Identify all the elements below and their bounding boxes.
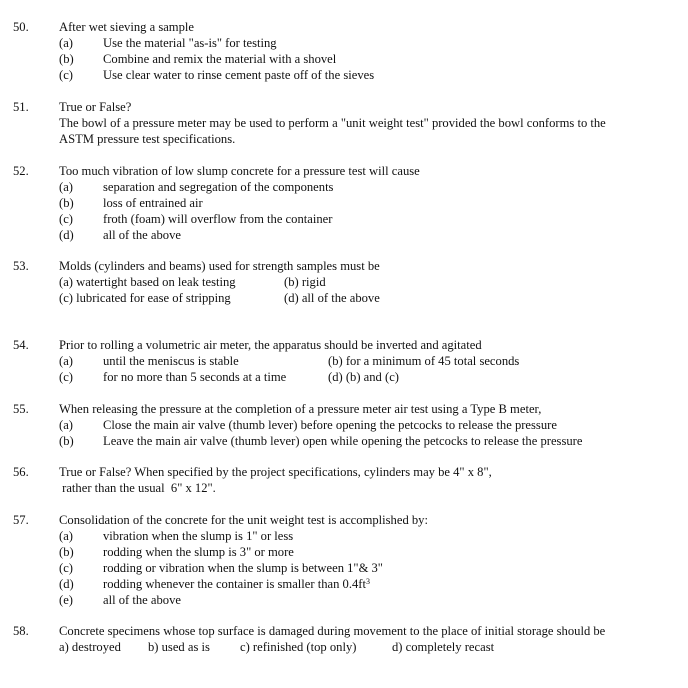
option-b: b) used as is <box>148 640 210 654</box>
option-label: (d) <box>59 228 74 242</box>
option-b: (b) rigid <box>284 275 326 289</box>
question-body-line: ASTM pressure test specifications. <box>59 132 236 146</box>
option-text: all of the above <box>103 593 181 607</box>
question-stem: Molds (cylinders and beams) used for strength samples must be <box>59 259 380 273</box>
question-number: 53. <box>13 259 29 273</box>
option-text: Leave the main air valve (thumb lever) open while opening the petcocks to release the pressure <box>103 434 583 448</box>
option-text: Combine and remix the material with a shovel <box>103 52 337 66</box>
option-label: (a) <box>59 36 73 50</box>
option-text: rodding whenever the container is smaller than 0.4ft <box>103 577 366 591</box>
option-label: (a) <box>59 180 73 194</box>
question-number: 54. <box>13 338 29 352</box>
option-d: d) completely recast <box>392 640 495 654</box>
question-stem: True or False? <box>59 100 132 114</box>
question-body-line: The bowl of a pressure meter may be used to perform a "unit weight test" provided the bowl conforms to the <box>59 116 606 130</box>
question-number: 52. <box>13 164 29 178</box>
superscript: 3 <box>366 577 370 586</box>
question-stem: When releasing the pressure at the completion of a pressure meter air test using a Type B meter, <box>59 402 542 416</box>
option-text: Use clear water to rinse cement paste off of the sieves <box>103 68 375 82</box>
question-stem: Concrete specimens whose top surface is damaged during movement to the place of initial storage should be <box>59 624 606 638</box>
option-text: for no more than 5 seconds at a time <box>103 370 287 384</box>
option-c: (c) lubricated for ease of stripping <box>59 291 231 305</box>
option-text: Close the main air valve (thumb lever) before opening the petcocks to release the pressure <box>103 418 557 432</box>
option-text: until the meniscus is stable <box>103 354 239 368</box>
question-stem: Prior to rolling a volumetric air meter, the apparatus should be inverted and agitated <box>59 338 482 352</box>
option-d: (d) all of the above <box>284 291 380 305</box>
option-label: (c) <box>59 212 73 226</box>
question-number: 58. <box>13 624 29 638</box>
question-number: 51. <box>13 100 29 114</box>
option-label: (b) <box>59 434 74 448</box>
option-label: (d) <box>59 577 74 591</box>
option-label: (b) <box>59 52 74 66</box>
option-label: (c) <box>59 68 73 82</box>
question-body-line: rather than the usual 6" x 12". <box>59 481 216 495</box>
option-text: loss of entrained air <box>103 196 203 210</box>
question-number: 50. <box>13 20 29 34</box>
option-label: (b) <box>59 196 74 210</box>
option-text: all of the above <box>103 228 181 242</box>
question-stem: Consolidation of the concrete for the unit weight test is accomplished by: <box>59 513 428 527</box>
option-text: Use the material "as-is" for testing <box>103 36 277 50</box>
option-text: rodding or vibration when the slump is between 1"& 3" <box>103 561 383 575</box>
option-a: a) destroyed <box>59 640 121 654</box>
option-label: (c) <box>59 561 73 575</box>
option-label: (a) <box>59 529 73 543</box>
question-number: 56. <box>13 465 29 479</box>
option-label: (b) <box>59 545 74 559</box>
option-text: froth (foam) will overflow from the container <box>103 212 333 226</box>
option-b: (b) for a minimum of 45 total seconds <box>328 354 520 368</box>
option-text: rodding when the slump is 3" or more <box>103 545 294 559</box>
option-d: (d) (b) and (c) <box>328 370 399 384</box>
option-label: (a) <box>59 418 73 432</box>
option-label: (c) <box>59 370 73 384</box>
option-a: (a) watertight based on leak testing <box>59 275 236 289</box>
question-number: 57. <box>13 513 29 527</box>
question-stem: After wet sieving a sample <box>59 20 194 34</box>
option-text: vibration when the slump is 1" or less <box>103 529 294 543</box>
option-c: c) refinished (top only) <box>240 640 357 654</box>
option-label: (a) <box>59 354 73 368</box>
question-stem: Too much vibration of low slump concrete for a pressure test will cause <box>59 164 420 178</box>
question-number: 55. <box>13 402 29 416</box>
option-label: (e) <box>59 593 73 607</box>
option-text-wrap <box>103 577 370 593</box>
option-text: separation and segregation of the components <box>103 180 334 194</box>
question-stem: True or False? When specified by the project specifications, cylinders may be 4" x 8", <box>59 465 492 479</box>
